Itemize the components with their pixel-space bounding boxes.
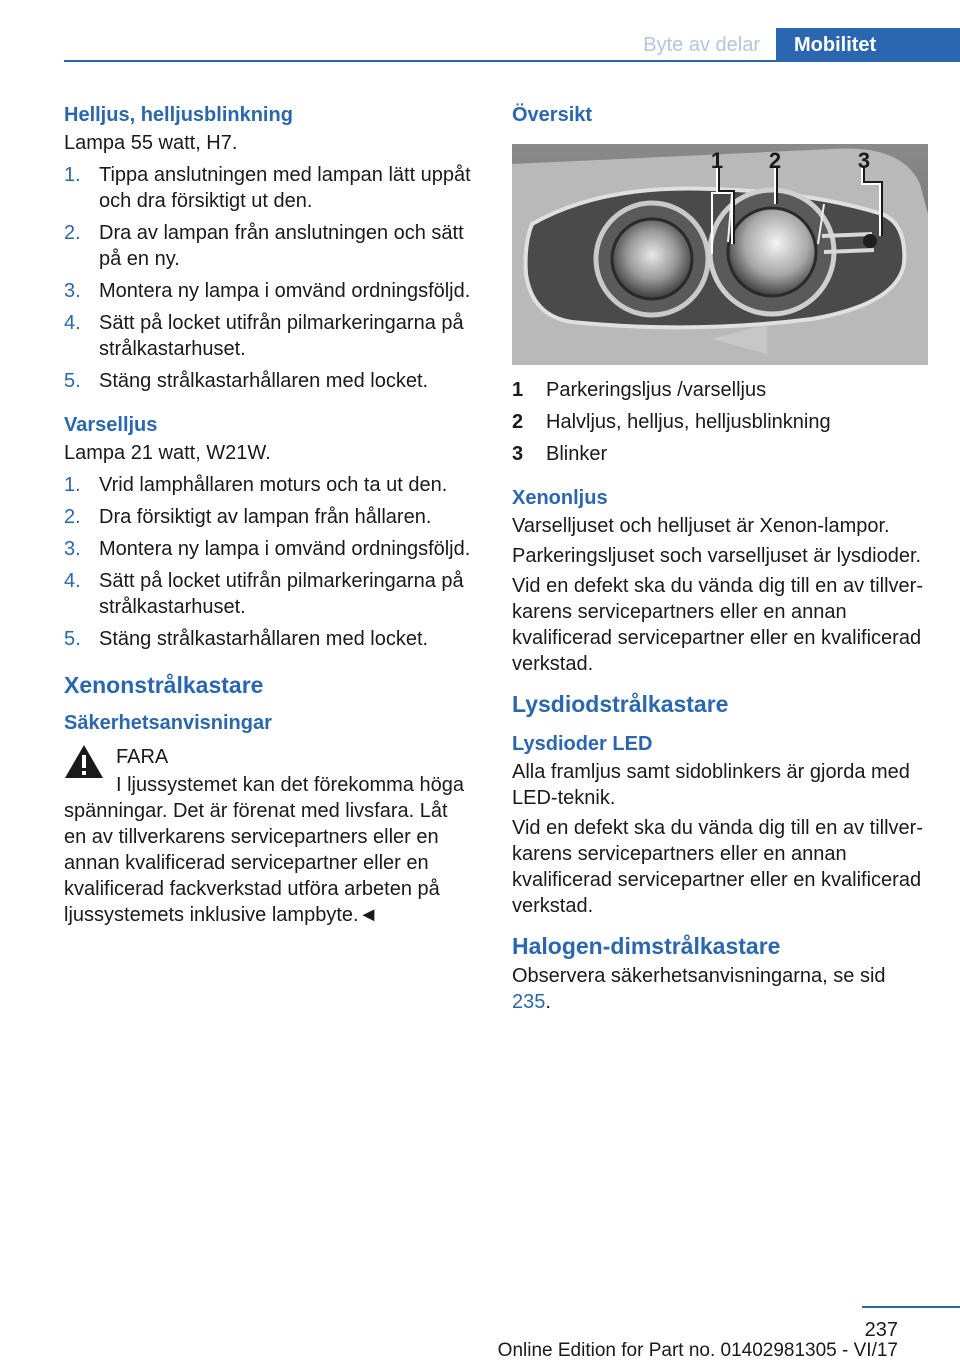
step-number: 2. [64, 506, 81, 528]
list-item [512, 377, 928, 403]
halogen-sentence: Observera säkerhetsanvisningarna, se sid [512, 965, 886, 987]
figure-legend [512, 377, 928, 467]
page-number: 237 [864, 1319, 898, 1341]
step-text: Dra försiktigt av lampan från hållaren. [99, 506, 432, 528]
figure-label-3: 3 [857, 148, 871, 173]
figure-label-2: 2 [768, 148, 782, 173]
led-p1: Alla framljus samt sidoblinkers är gjorda med LED-teknik. [512, 761, 910, 809]
page-reference-link[interactable]: 235 [512, 991, 546, 1013]
list-item [64, 472, 474, 498]
step-number: 1. [64, 164, 81, 186]
legend-number: 3 [512, 443, 524, 465]
drl-lamp: Lampa 21 watt, W21W. [64, 442, 271, 464]
step-text: Sätt på locket utifrån pilmarkeringarna på strålkastarhuset. [99, 570, 464, 618]
halogen-end: . [545, 991, 551, 1013]
xenon-section-heading: Xenonstrålkastare [64, 672, 264, 698]
step-text: Montera ny lampa i omvänd ordningsföljd. [99, 538, 471, 560]
halogen-text [512, 963, 928, 1015]
list-item [64, 504, 474, 530]
highbeam-steps [64, 162, 474, 394]
halogen-heading: Halogen-dimstrålkastare [512, 933, 781, 959]
step-number: 4. [64, 312, 81, 334]
led-section-heading: Lysdiodstrålkastare [512, 691, 729, 717]
drl-heading: Varselljus [64, 414, 158, 436]
safety-subheading: Säkerhetsanvisningar [64, 712, 272, 734]
left-column [64, 100, 474, 928]
list-item [64, 162, 474, 214]
list-item [64, 220, 474, 272]
list-item [64, 368, 474, 394]
warning-triangle-icon [64, 744, 104, 779]
step-text: Vrid lamphållaren moturs och ta ut den. [99, 474, 448, 496]
step-text: Sätt på locket utifrån pilmarkeringarna på strålkastarhuset. [99, 312, 464, 360]
xenonljus-heading: Xenonljus [512, 487, 608, 509]
legend-number: 2 [512, 411, 524, 433]
step-number: 5. [64, 370, 81, 392]
header-tabs [643, 28, 960, 62]
step-text: Dra av lampan från anslutningen och sätt på en ny. [99, 222, 464, 270]
header-rule [64, 60, 960, 62]
chapter-tab[interactable]: Mobilitet [776, 28, 960, 62]
list-item [64, 278, 474, 304]
warning-text: spänningar. Det är förenat med livsfara. Låt en av tillverkarens servicepartners eller en annan kvalificerad servicepartner eller en kvalificerad fackverkstad utföra arbeten på ljussystemets inklusive lampbyte.◄ [64, 800, 448, 926]
step-number: 5. [64, 628, 81, 650]
list-item [64, 310, 474, 362]
warning-lead: I ljussystemet kan det förekomma höga [116, 774, 464, 796]
legend-text: Halvljus, helljus, helljusblinkning [546, 411, 831, 433]
step-number: 3. [64, 280, 81, 302]
list-item [512, 409, 928, 435]
led-subheading: Lysdioder LED [512, 733, 653, 755]
figure-label-1: 1 [710, 148, 724, 173]
list-item [512, 441, 928, 467]
step-number: 4. [64, 570, 81, 592]
legend-text: Blinker [546, 443, 608, 465]
edition-note: Online Edition for Part no. 01402981305 - VI/17 [497, 1340, 898, 1361]
highbeam-lamp: Lampa 55 watt, H7. [64, 132, 238, 154]
list-item [64, 626, 474, 652]
step-number: 3. [64, 538, 81, 560]
step-number: 2. [64, 222, 81, 244]
legend-number: 1 [512, 379, 524, 401]
xenonljus-p2: Parkeringsljuset soch varselljuset är lysdioder. [512, 545, 922, 567]
section-tab[interactable]: Byte av delar [643, 34, 760, 56]
xenonljus-p1: Varselljuset och helljuset är Xenon-lampor. [512, 515, 890, 537]
warning-title: FARA [116, 746, 169, 768]
xenonljus-p3: Vid en defekt ska du vända dig till en av tillverkarens servicepartners eller en annan kvalificerad servicepartner eller en kvalificerad verkstad. [512, 575, 923, 675]
highbeam-heading: Helljus, helljusblinkning [64, 104, 293, 126]
footer-rule [862, 1306, 960, 1308]
legend-text: Parkeringsljus /varselljus [546, 379, 767, 401]
step-number: 1. [64, 474, 81, 496]
step-text: Tippa anslutningen med lampan lätt uppåt och dra försiktigt ut den. [99, 164, 471, 212]
drl-steps [64, 472, 474, 652]
right-column [512, 100, 928, 1015]
list-item [64, 536, 474, 562]
step-text: Stäng strålkastarhållaren med locket. [99, 370, 429, 392]
warning-block [64, 742, 474, 928]
headlight-figure [512, 144, 928, 365]
led-p2: Vid en defekt ska du vända dig till en av tillverkarens servicepartners eller en annan kvalificerad servicepartner eller en kvalificerad verkstad. [512, 817, 923, 917]
step-text: Montera ny lampa i omvänd ordningsföljd. [99, 280, 471, 302]
overview-heading: Översikt [512, 104, 593, 126]
step-text: Stäng strålkastarhållaren med locket. [99, 628, 429, 650]
list-item [64, 568, 474, 620]
